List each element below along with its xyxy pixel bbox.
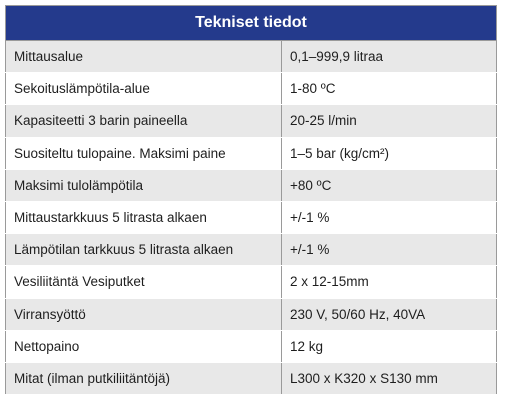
spec-value: L300 x K320 x S130 mm <box>282 362 497 394</box>
spec-value: +/-1 % <box>282 201 497 233</box>
spec-label: Vesiliitäntä Vesiputket <box>6 266 282 298</box>
table-row <box>6 362 497 394</box>
table-row <box>6 330 497 362</box>
table-row <box>6 73 497 105</box>
table-row <box>6 266 497 298</box>
spec-label: Lämpötilan tarkkuus 5 litrasta alkaen <box>6 234 282 266</box>
table-header-row <box>6 6 497 41</box>
spec-label: Kapasiteetti 3 barin paineella <box>6 105 282 137</box>
spec-value: 2 x 12-15mm <box>282 266 497 298</box>
table-row <box>6 105 497 137</box>
spec-value: 1–5 bar (kg/cm²) <box>282 137 497 169</box>
table-row <box>6 201 497 233</box>
spec-value: +/-1 % <box>282 234 497 266</box>
table-title: Tekniset tiedot <box>6 6 497 41</box>
spec-label: Mitat (ilman putkiliitäntöjä) <box>6 362 282 394</box>
table-row <box>6 41 497 73</box>
spec-label: Virransyöttö <box>6 298 282 330</box>
table-row <box>6 169 497 201</box>
spec-label: Nettopaino <box>6 330 282 362</box>
spec-label: Maksimi tulolämpötila <box>6 169 282 201</box>
spec-label: Suositeltu tulopaine. Maksimi paine <box>6 137 282 169</box>
spec-value: 12 kg <box>282 330 497 362</box>
spec-label: Sekoituslämpötila-alue <box>6 73 282 105</box>
table-row <box>6 137 497 169</box>
spec-label: Mittausalue <box>6 41 282 73</box>
spec-value: +80 ºC <box>282 169 497 201</box>
spec-value: 20-25 l/min <box>282 105 497 137</box>
spec-value: 230 V, 50/60 Hz, 40VA <box>282 298 497 330</box>
table-row <box>6 234 497 266</box>
spec-value: 1-80 ºC <box>282 73 497 105</box>
technical-specs-table <box>5 5 497 395</box>
spec-value: 0,1–999,9 litraa <box>282 41 497 73</box>
spec-label: Mittaustarkkuus 5 litrasta alkaen <box>6 201 282 233</box>
table-row <box>6 298 497 330</box>
